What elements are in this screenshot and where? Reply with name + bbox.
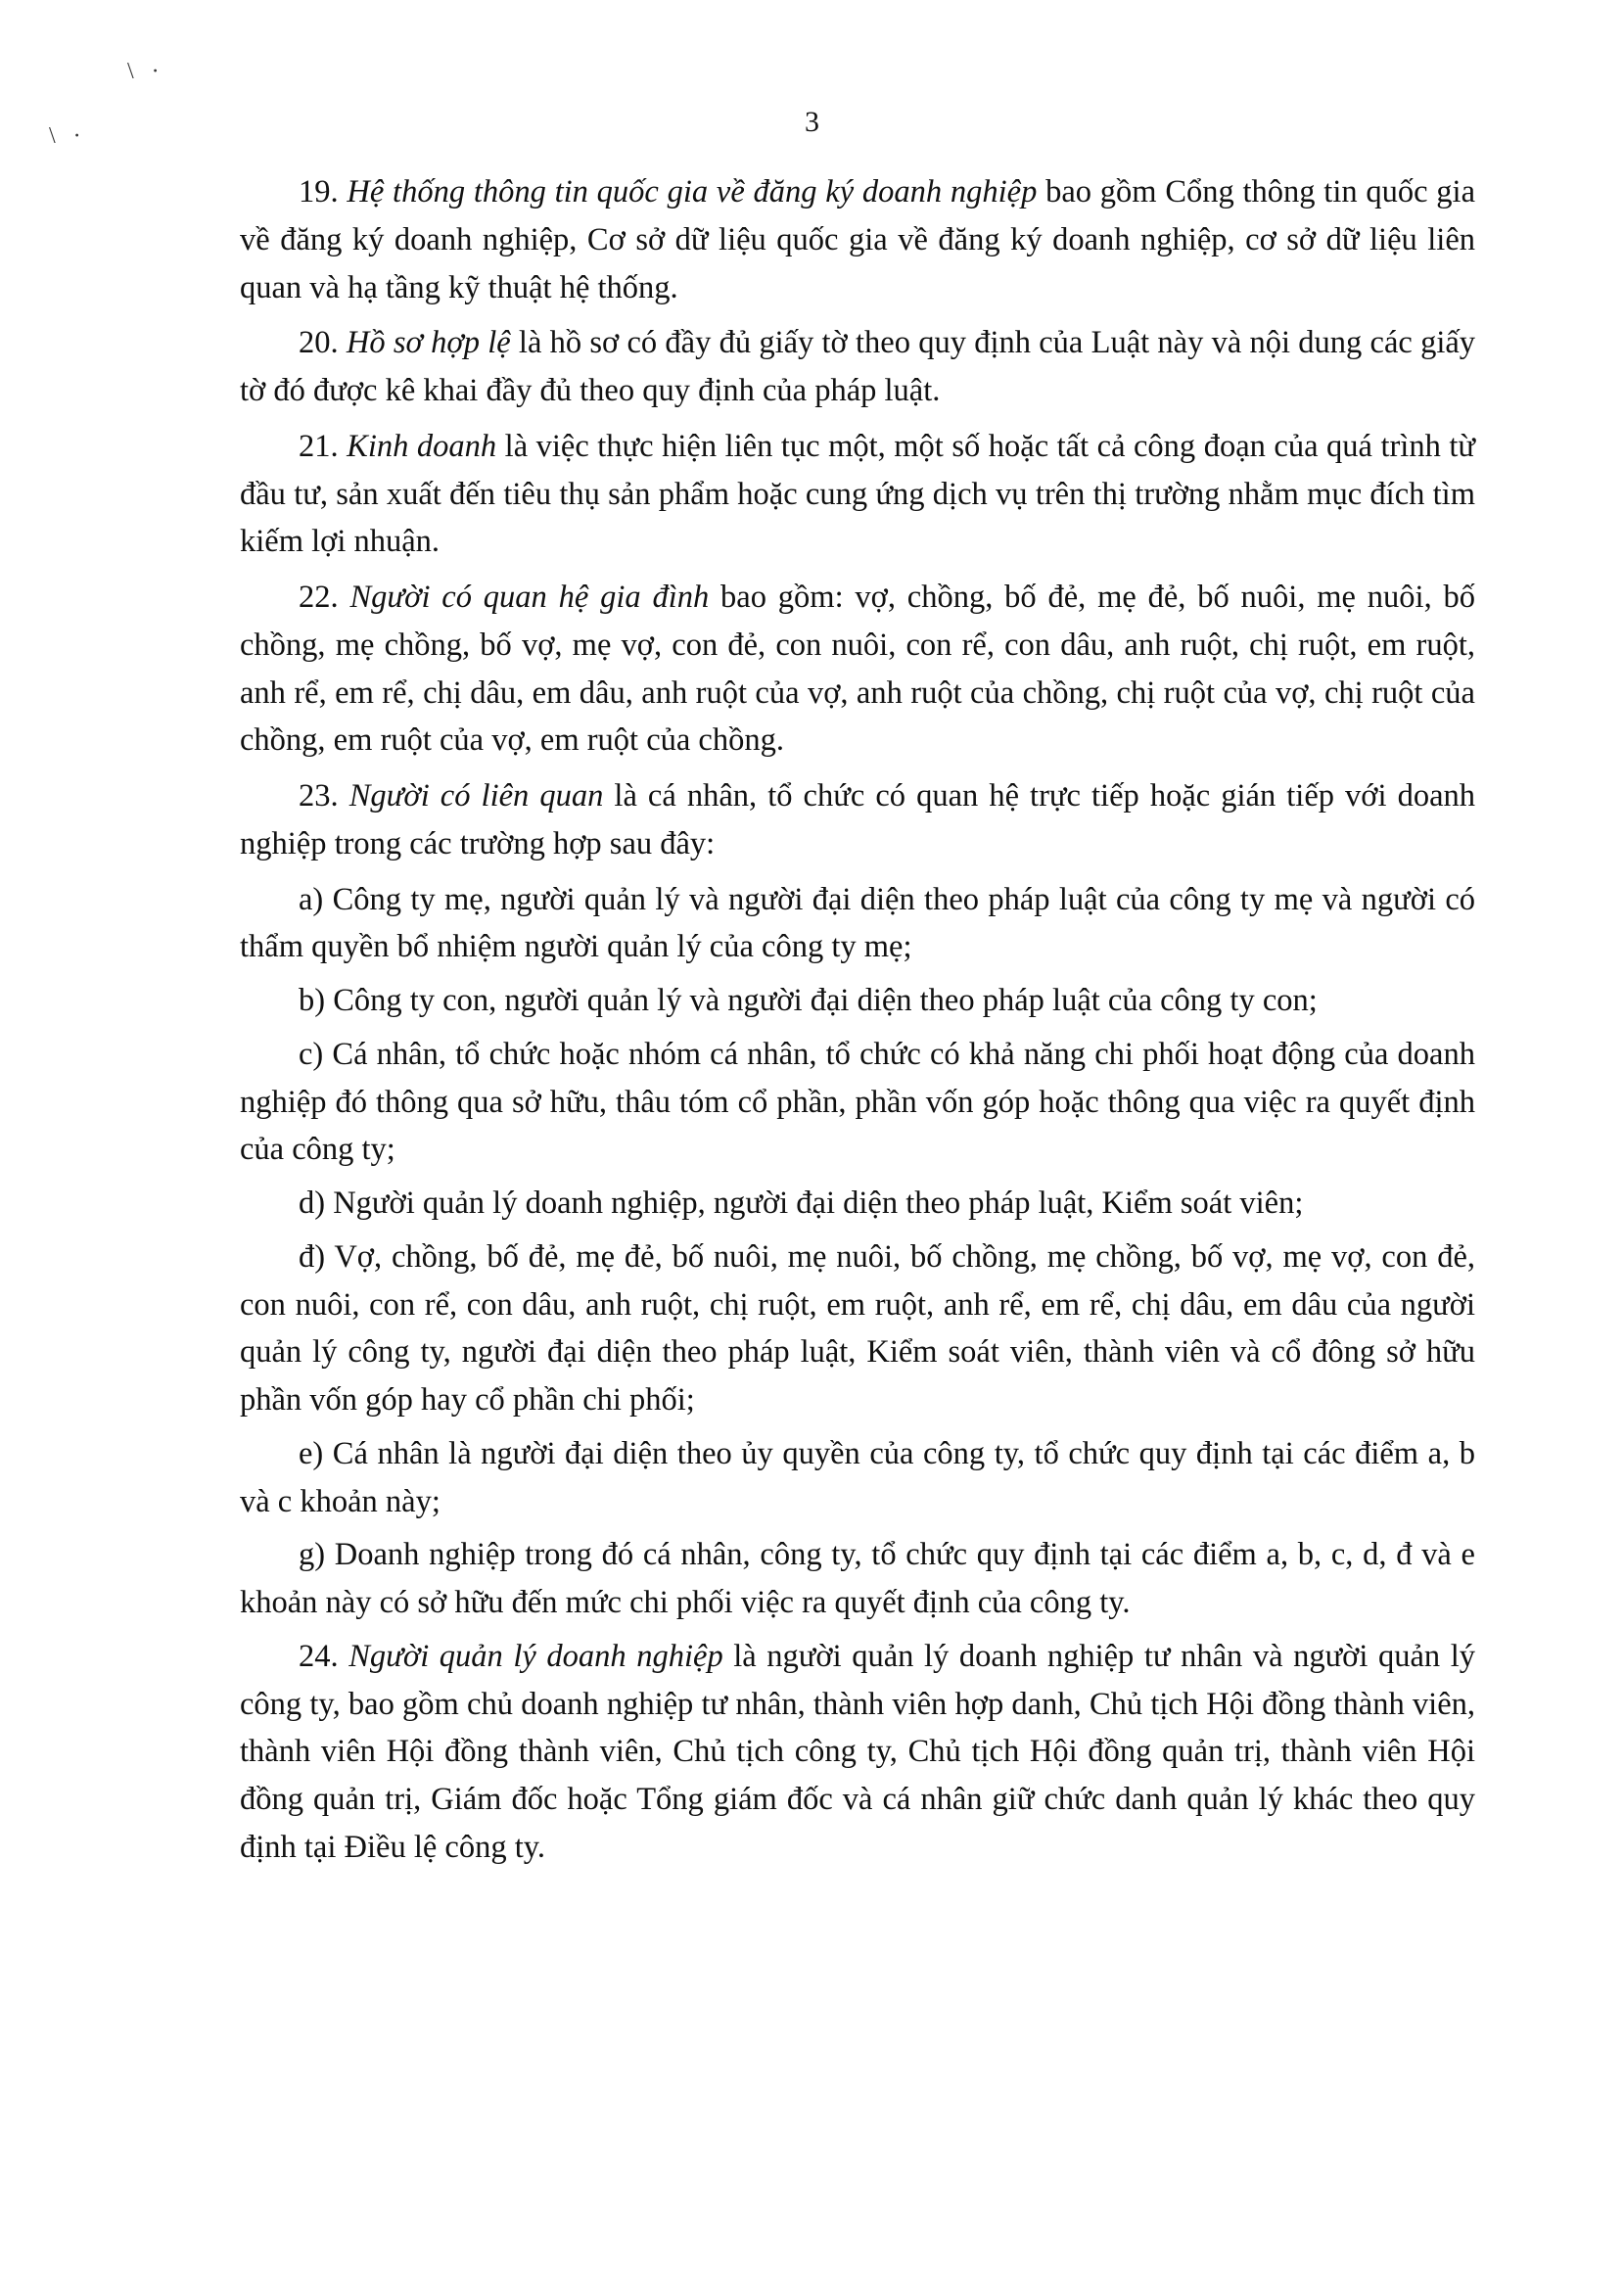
subitem-b: b) Công ty con, người quản lý và người đại diện theo pháp luật của công ty con; [299,983,1318,1018]
clause-number: 21. [299,428,339,464]
clause-number: 22. [299,580,339,615]
defined-term: Người có liên quan [348,778,604,814]
defined-term: Người quản lý doanh nghiệp [348,1638,723,1674]
page-number: 3 [805,106,819,138]
document-body [240,168,1475,1880]
clause-24 [240,1633,1475,1872]
clause-19 [240,168,1475,311]
clause-23 [240,772,1475,868]
clause-22 [240,574,1475,765]
subitem-e: e) Cá nhân là người đại diện theo ủy quyền của công ty, tổ chức quy định tại các điểm a, b và c khoản này; [240,1435,1475,1519]
clause-number: 24. [299,1638,339,1674]
defined-term: Hệ thống thông tin quốc gia về đăng ký doanh nghiệp [347,174,1038,209]
clause-text: là cá nhân, tổ chức có quan hệ trực tiếp hoặc gián tiếp với doanh nghiệp trong các trường hợp sau đây: [240,778,1476,861]
defined-term: Người có quan hệ gia đình [349,580,710,615]
clause-text: là hồ sơ có đầy đủ giấy tờ theo quy định của Luật này và nội dung các giấy tờ đó được kê khai đầy đủ theo quy định của pháp luật. [240,325,1476,408]
clause-number: 23. [299,778,339,814]
clause-text: bao gồm: vợ, chồng, bố đẻ, mẹ đẻ, bố nuôi, mẹ nuôi, bố chồng, mẹ chồng, bố vợ, mẹ vợ, con đẻ, con nuôi, con rể, con dâu, anh ruột, chị ruột, em ruột, anh rể, em rể, chị dâu, em dâu, anh ruột của vợ, anh ruột của chồng, chị ruột của vợ, chị ruột của chồng, em ruột của vợ, em ruột của chồng. [240,580,1476,759]
scan-mark-left: \ · [49,123,87,149]
clause-text: bao gồm Cổng thông tin quốc gia về đăng ký doanh nghiệp, Cơ sở dữ liệu quốc gia về đăng ký doanh nghiệp, cơ sở dữ liệu liên quan và hạ tầng kỹ thuật hệ thống. [240,174,1475,305]
subitem-c: c) Cá nhân, tổ chức hoặc nhóm cá nhân, tổ chức có khả năng chi phối hoạt động của doanh nghiệp đó thông qua sở hữu, thâu tóm cổ phần, phần vốn góp hoặc thông qua việc ra quyết định của công ty; [240,1036,1475,1168]
defined-term: Kinh doanh [347,428,497,464]
defined-term: Hồ sơ hợp lệ [346,325,511,361]
clause-20 [240,319,1475,415]
clause-number: 19. [299,174,339,209]
clause-number: 20. [299,325,339,361]
subitem-dd: đ) Vợ, chồng, bố đẻ, mẹ đẻ, bố nuôi, mẹ nuôi, bố chồng, mẹ chồng, bố vợ, mẹ vợ, con đẻ, con nuôi, con rể, con dâu, anh ruột, chị ruột, em ruột, anh rể, em rể, chị dâu, em dâu của người quản lý công ty, người đại diện theo pháp luật, Kiểm soát viên, thành viên và cổ đông sở hữu phần vốn góp hay cổ phần chi phối; [240,1238,1475,1418]
clause-text: là người quản lý doanh nghiệp tư nhân và người quản lý công ty, bao gồm chủ doanh nghiệp tư nhân, thành viên hợp danh, Chủ tịch Hội đồng thành viên, thành viên Hội đồng thành viên, Chủ tịch công ty, Chủ tịch Hội đồng quản trị, thành viên Hội đồng quản trị, Giám đốc hoặc Tổng giám đốc và cá nhân giữ chức danh quản lý khác theo quy định tại Điều lệ công ty. [240,1638,1476,1865]
clause-21 [240,423,1475,566]
subitem-a: a) Công ty mẹ, người quản lý và người đại diện theo pháp luật của công ty mẹ và người có thẩm quyền bổ nhiệm người quản lý của công ty mẹ; [240,881,1475,965]
scan-mark-top: \ · [127,59,165,84]
subitem-g: g) Doanh nghiệp trong đó cá nhân, công ty, tổ chức quy định tại các điểm a, b, c, d, đ và e khoản này có sở hữu đến mức chi phối việc ra quyết định của công ty. [240,1537,1475,1620]
clause-text: là việc thực hiện liên tục một, một số hoặc tất cả công đoạn của quá trình từ đầu tư, sản xuất đến tiêu thụ sản phẩm hoặc cung ứng dịch vụ trên thị trường nhằm mục đích tìm kiếm lợi nhuận. [240,428,1476,560]
subitem-d: d) Người quản lý doanh nghiệp, người đại diện theo pháp luật, Kiểm soát viên; [299,1186,1304,1221]
